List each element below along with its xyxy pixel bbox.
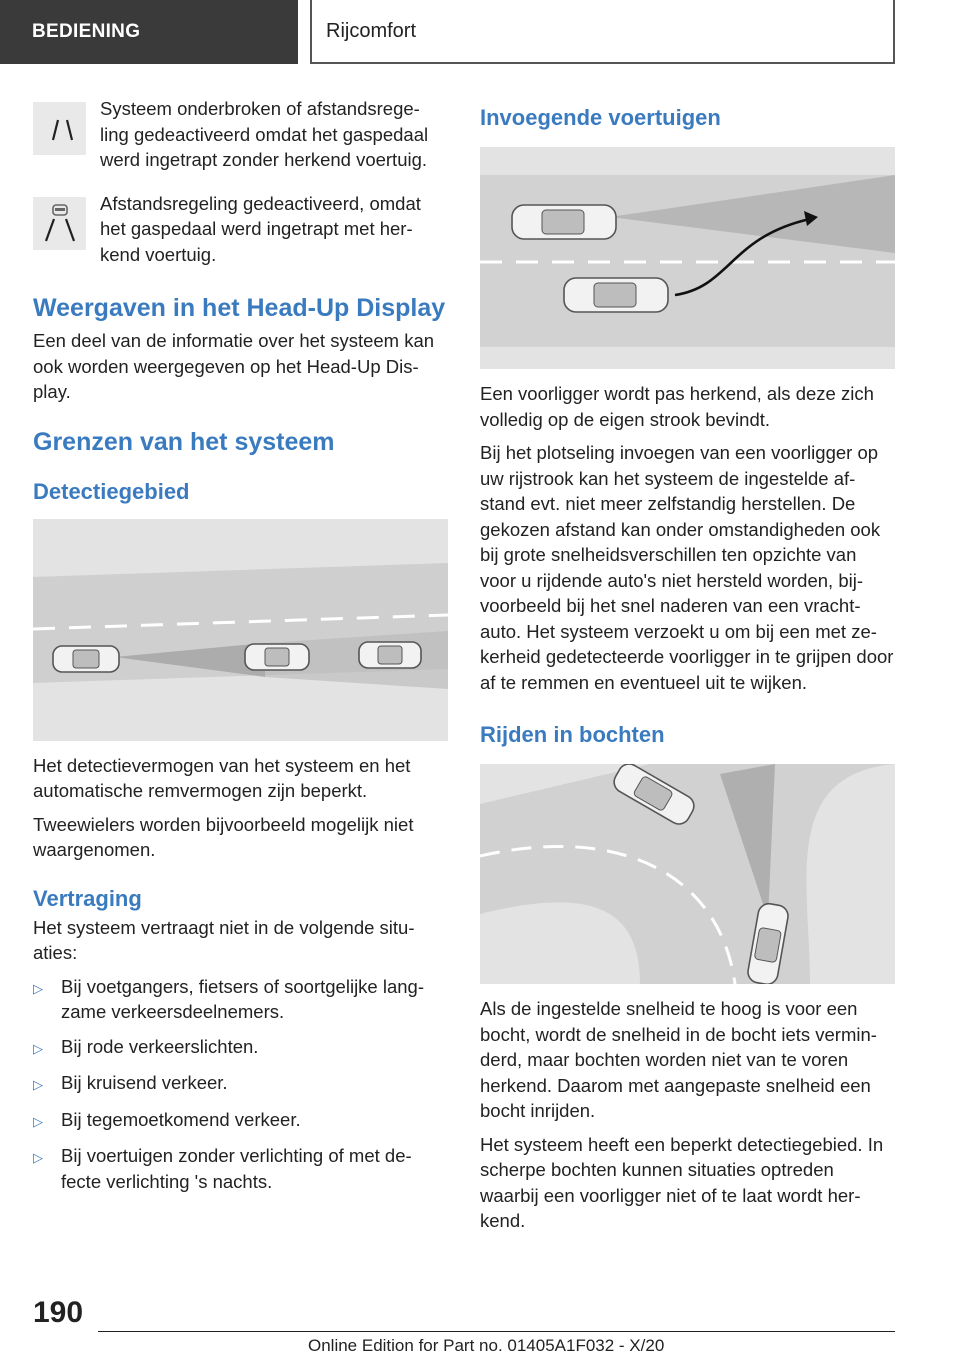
list-item (33, 1070, 448, 1098)
icon-entry (33, 96, 448, 173)
list-item-text: Bij rode verkeerslichten. (61, 1035, 259, 1057)
triangle-bullet-icon: ▷ (33, 1113, 43, 1129)
right-column (480, 104, 895, 1242)
merging-car (564, 278, 668, 312)
list-item (33, 1107, 448, 1135)
curves-heading: Rijden in bochten (480, 722, 665, 747)
list-item-text: Bij kruisend verkeer. (61, 1072, 228, 1093)
delay-intro: Het systeem vertraagt niet in de volgende situ-aties: (33, 916, 415, 963)
delay-list (33, 974, 448, 1195)
icon-description: Systeem onderbroken of afstandsrege-ling gedeactiveerd omdat het gaspedaal werd ingetrapt zonder herkend voertuig. (100, 98, 429, 170)
curve-illustration (480, 764, 895, 984)
detection-heading: Detectiegebied (33, 478, 190, 504)
triangle-bullet-icon: ▷ (33, 1040, 43, 1056)
detection-area-illustration (33, 519, 448, 741)
footer-divider (98, 1331, 895, 1332)
triangle-bullet-icon: ▷ (33, 1077, 43, 1092)
triangle-bullet-icon: ▷ (33, 980, 43, 996)
detection-text-2: Tweewielers worden bijvoorbeeld mogelijk niet waargenomen. (33, 813, 414, 860)
hud-text: Een deel van de informatie over het systeem kan ook worden weergegeven op het Head-Up Dis-play. (33, 330, 435, 402)
list-item-text: Bij voetgangers, fietsers of soortgelijke lang-zame verkeersdeelnemers. (61, 975, 424, 1022)
detection-text-1: Het detectievermogen van het systeem en het automatische remvermogen zijn beperkt. (33, 754, 411, 801)
lane-car-icon (33, 197, 86, 250)
merging-vehicle-illustration (480, 147, 895, 369)
chapter-header: Rijcomfort (310, 0, 895, 64)
section-header: BEDIENING (0, 0, 298, 64)
car-far-ahead (359, 642, 421, 668)
own-car (512, 205, 616, 239)
list-item-text: Bij tegemoetkomend verkeer. (61, 1108, 301, 1130)
curves-text-2: Het systeem heeft een beperkt detectiegebied. In scherpe bochten kunnen situaties optreden waarbij een voorligger niet of te laat wordt her-kend. (480, 1133, 884, 1231)
merging-text-1: Een voorligger wordt pas herkend, als deze zich volledig op de eigen strook bevindt. (480, 383, 874, 430)
curves-text-1: Als de ingestelde snelheid te hoog is voor een bocht, wordt de snelheid in de bocht iets vermin-derd, maar bochten worden niet van te voren herkend. Daarom met aangepaste snelheid een bocht inrijden. (480, 998, 877, 1121)
page-number: 190 (33, 1296, 84, 1329)
hud-heading: Weergaven in het Head-Up Display (33, 294, 446, 322)
car-ahead (245, 644, 309, 670)
left-column (33, 96, 448, 1203)
merging-text-2: Bij het plotseling invoegen van een voorligger op uw rijstrook kan het systeem de ingestelde af-stand evt. niet meer zelfstandig herstellen. De gekozen afstand kan onder omstandigheden ook bij grote snelheidsverschillen ten opzichte van voor u rijdende auto's niet hersteld worden, bij-voorbeeld bij het snel naderen van een vracht-auto. Het systeem verzoekt u om bij een met ze-kerheid gedetecteerde voorligger in te grijpen door af te remmen en eventueel uit te wijken. (480, 442, 894, 693)
icon-description: Afstandsregeling gedeactiveerd, omdat het gaspedaal werd ingetrapt met her-kend voertuig. (100, 192, 421, 265)
list-item (33, 1143, 448, 1194)
lane-marker-icon (33, 102, 86, 155)
limits-heading: Grenzen van het systeem (33, 427, 335, 456)
list-item-text: Bij voertuigen zonder verlichting of met de-fecte verlichting 's nachts. (61, 1145, 412, 1192)
delay-heading: Vertraging (33, 885, 142, 911)
own-car (53, 646, 119, 672)
icon-entry (33, 191, 448, 268)
merging-heading: Invoegende voertuigen (480, 105, 721, 130)
list-item (33, 974, 448, 1025)
list-item (33, 1034, 448, 1062)
edition-note: Online Edition for Part no. 01405A1F032 - X/20 (308, 1336, 665, 1355)
triangle-bullet-icon: ▷ (33, 1150, 43, 1165)
